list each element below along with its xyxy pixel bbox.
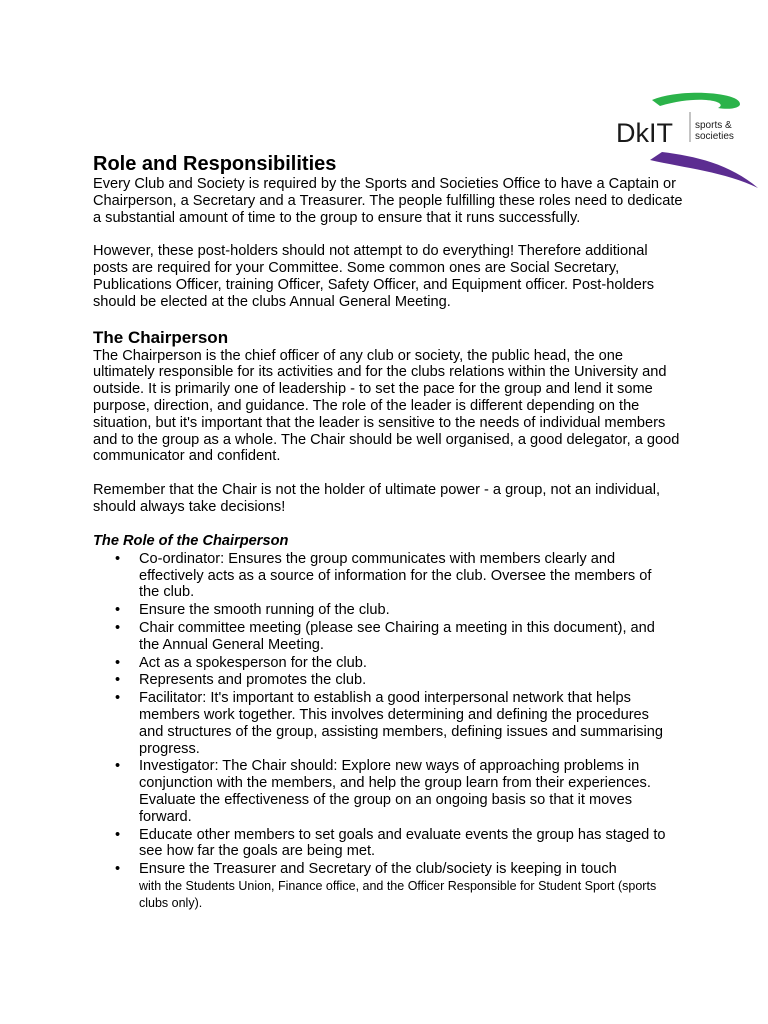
list-item bbox=[115, 861, 683, 911]
list-item-text: Represents and promotes the club. bbox=[139, 672, 367, 689]
bullet-icon: • bbox=[115, 690, 121, 707]
logo-tagline-line2: societies bbox=[695, 131, 734, 142]
bullet-icon: • bbox=[115, 672, 121, 689]
roles-list bbox=[93, 551, 683, 912]
bullet-icon: • bbox=[115, 826, 121, 843]
paragraph-spacer bbox=[93, 226, 683, 243]
bullet-icon: • bbox=[115, 758, 121, 775]
list-item-text-small: with the Students Union, Finance office, and the Officer Responsible for Student Sport (sports clubs only). bbox=[139, 878, 657, 910]
logo-brand-text: DkIT bbox=[616, 118, 673, 148]
additional-posts-paragraph: However, these post-holders should not attempt to do everything! Therefore additional posts are required for your Committee. Some common ones are Social Secretary, Publications Officer, training Officer, Safety Officer, and Equipment officer. Post-holders should be elected at the clubs Annual General Meeting. bbox=[93, 243, 655, 310]
bullet-icon: • bbox=[115, 861, 121, 878]
logo-tagline-line1: sports & bbox=[695, 120, 732, 131]
list-item bbox=[115, 672, 683, 689]
list-item-text: Investigator: The Chair should: Explore new ways of approaching problems in conjunction with the members, and help the group learn from their experiences. Evaluate the effectiveness of the group on an ongoing basis so that it moves forward. bbox=[139, 758, 651, 825]
list-item bbox=[115, 550, 683, 601]
list-item-text: Facilitator: It's important to establish a good interpersonal network that helps members work together. This involves determining and defining the procedures and structures of the group, assisting members, defining issues and summarising progress. bbox=[139, 690, 664, 757]
list-item bbox=[115, 619, 683, 654]
bullet-icon: • bbox=[115, 654, 121, 671]
list-item-text: Ensure the smooth running of the club. bbox=[139, 602, 390, 619]
document-content bbox=[93, 152, 683, 912]
bullet-icon: • bbox=[115, 619, 121, 636]
list-item-text: Co-ordinator: Ensures the group communicates with members clearly and effectively acts as a source of information for the club. Oversee the members of the club. bbox=[139, 550, 652, 601]
list-item bbox=[115, 690, 683, 757]
chairperson-description: The Chairperson is the chief officer of any club or society, the public head, the one ultimately responsible for its activities and for the clubs relations within the University and outside. It is primarily one of leadership - to set the pace for the group and lend it some purpose, direction, and guidance. The role of the leader is different depending on the situation, but it's important that the leader is sensitive to the needs of individual members and to the group as a whole. The Chair should be well organised, a good delegator, a good communicator and confident. bbox=[93, 347, 680, 465]
intro-paragraph: Every Club and Society is required by the Sports and Societies Office to have a Captain or Chairperson, a Secretary and a Treasurer. The people fulfilling these roles need to dedicate a substantial amount of time to the group to ensure that it runs successfully. bbox=[93, 176, 683, 226]
list-item-text: Ensure the Treasurer and Secretary of the club/society is keeping in touch bbox=[139, 861, 617, 878]
list-item bbox=[115, 826, 683, 861]
chairperson-reminder: Remember that the Chair is not the holder of ultimate power - a group, not an individual, should always take decisions! bbox=[93, 482, 661, 515]
list-item bbox=[115, 758, 683, 825]
list-item-text: Act as a spokesperson for the club. bbox=[139, 654, 367, 671]
list-item-text: Chair committee meeting (please see Chairing a meeting in this document), and the Annual General Meeting. bbox=[139, 619, 655, 653]
logo-green-swoosh bbox=[652, 93, 740, 109]
paragraph-spacer bbox=[93, 465, 683, 482]
list-item bbox=[115, 654, 683, 672]
bullet-icon: • bbox=[115, 602, 121, 619]
page-title: Role and Responsibilities bbox=[93, 153, 337, 175]
chairperson-heading: The Chairperson bbox=[93, 327, 229, 347]
list-item bbox=[115, 602, 683, 619]
list-item-text: Educate other members to set goals and evaluate events the group has staged to see how far the goals are being met. bbox=[139, 826, 666, 860]
role-of-chairperson-heading: The Role of the Chairperson bbox=[93, 532, 289, 549]
bullet-icon: • bbox=[115, 550, 121, 567]
